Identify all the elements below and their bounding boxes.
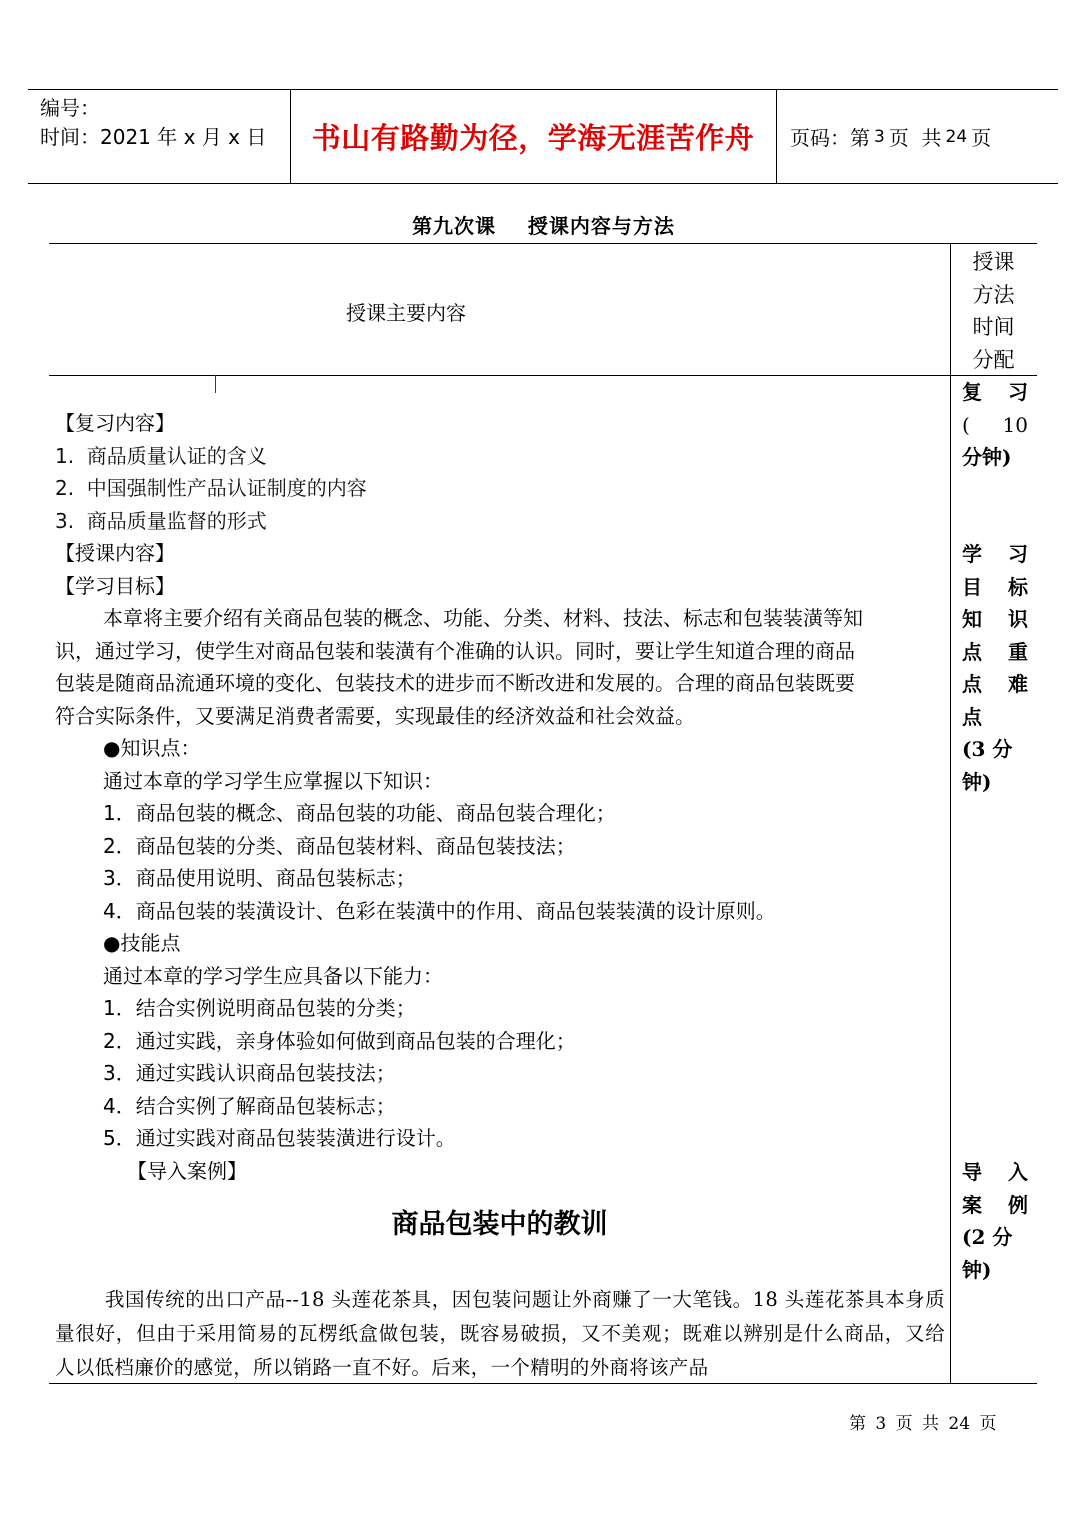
knowledge-intro: 通过本章的学习学生应掌握以下知识：: [103, 768, 443, 793]
page-footer: 第 3 页 共 24 页: [849, 1414, 997, 1434]
knowledge-item: 2．商品包装的分类、商品包装材料、商品包装技法；: [103, 833, 576, 858]
review-item: 2. 中国强制性产品认证制度的内容: [55, 476, 367, 500]
skill-item: 5．通过实践对商品包装装潢进行设计。: [103, 1126, 456, 1150]
goal-paragraph-line: 符合实际条件，又要满足消费者需要，实现最佳的经济效益和社会效益。: [55, 703, 695, 728]
header-info: [40, 94, 266, 152]
goal-paragraph-line: 识，通过学习，使学生对商品包装和装潢有个准确的认识。同时，要让学生知道合理的商品: [55, 638, 855, 663]
goal-paragraph-line: 本章将主要介绍有关商品包装的概念、功能、分类、材料、技法、标志和包装装潢等知: [103, 606, 863, 630]
document-header: [28, 89, 1058, 184]
page-prefix: 页码：第: [790, 126, 870, 150]
header-page-number: [790, 90, 991, 183]
lesson-content: [55, 407, 945, 1187]
cursor-mark: [215, 375, 216, 393]
main-column-heading: 授课主要内容: [346, 301, 466, 325]
review-item: 3. 商品质量监督的形式: [55, 508, 267, 533]
side-note-case: 导 入 案 例 (2 分 钟): [962, 1160, 1028, 1282]
page-mid: 页 共: [888, 126, 942, 150]
knowledge-item: 4．商品包装的装潢设计、色彩在装潢中的作用、商品包装装潢的设计原则。: [103, 898, 776, 923]
review-heading: 【复习内容】: [55, 411, 175, 435]
knowledge-item: 1．商品包装的概念、商品包装的功能、商品包装合理化；: [103, 801, 616, 825]
column-divider: [950, 244, 951, 1383]
goal-heading: 【学习目标】: [55, 573, 175, 598]
header-divider: [776, 90, 777, 183]
side-note-review: 复 习 ( 10 分钟): [962, 380, 1028, 469]
skill-item: 2．通过实践，亲身体验如何做到商品包装的合理化；: [103, 1028, 576, 1053]
teaching-heading: 【授课内容】: [55, 541, 175, 565]
side-note-goal: 学 习 目 标 知 识 点 重 点 难 点 (3 分 钟): [962, 542, 1028, 794]
page-current: 3: [874, 126, 885, 147]
skill-item: 1．结合实例说明商品包装的分类；: [103, 996, 416, 1020]
review-item: 1. 商品质量认证的含义: [55, 443, 267, 468]
skill-intro: 通过本章的学习学生应具备以下能力：: [103, 963, 443, 988]
case-title: 商品包装中的教训: [391, 1209, 608, 1240]
page-suffix: 页: [971, 126, 992, 150]
knowledge-heading: ●知识点：: [103, 736, 201, 760]
case-heading: 【导入案例】: [127, 1158, 247, 1183]
skill-item: 4．结合实例了解商品包装标志；: [103, 1093, 396, 1118]
skill-heading: ●技能点: [103, 931, 181, 955]
skill-item: 3．通过实践认识商品包装技法；: [103, 1061, 396, 1085]
header-motto: 书山有路勤为径，学海无涯苦作舟: [311, 121, 755, 155]
time-label: 时间：2021 年 x 月 x 日: [40, 125, 267, 149]
lesson-title: 第九次课 授课内容与方法: [412, 214, 675, 238]
side-column-heading: 授课 方法 时间 分配: [972, 250, 1015, 372]
header-row-divider: [49, 375, 1037, 376]
knowledge-item: 3．商品使用说明、商品包装标志；: [103, 866, 416, 890]
page-total: 24: [945, 126, 968, 147]
goal-paragraph-line: 包装是随商品流通环境的变化、包装技术的进步而不断改进和发展的。合理的商品包装既要: [55, 671, 855, 695]
serial-label: 编号：: [40, 96, 100, 120]
case-text: 我国传统的出口产品--18 头莲花茶具，因包装问题让外商赚了一大笔钱。18 头莲花茶具本身质量很好，但由于采用简易的瓦楞纸盒做包装，既容易破损，又不美观；既难以辨别是什么商品，又给人以低档廉价的感觉，所以销路一直不好。后来，一个精明的外商将该产品: [55, 1288, 945, 1379]
lesson-table: [49, 243, 1037, 1384]
